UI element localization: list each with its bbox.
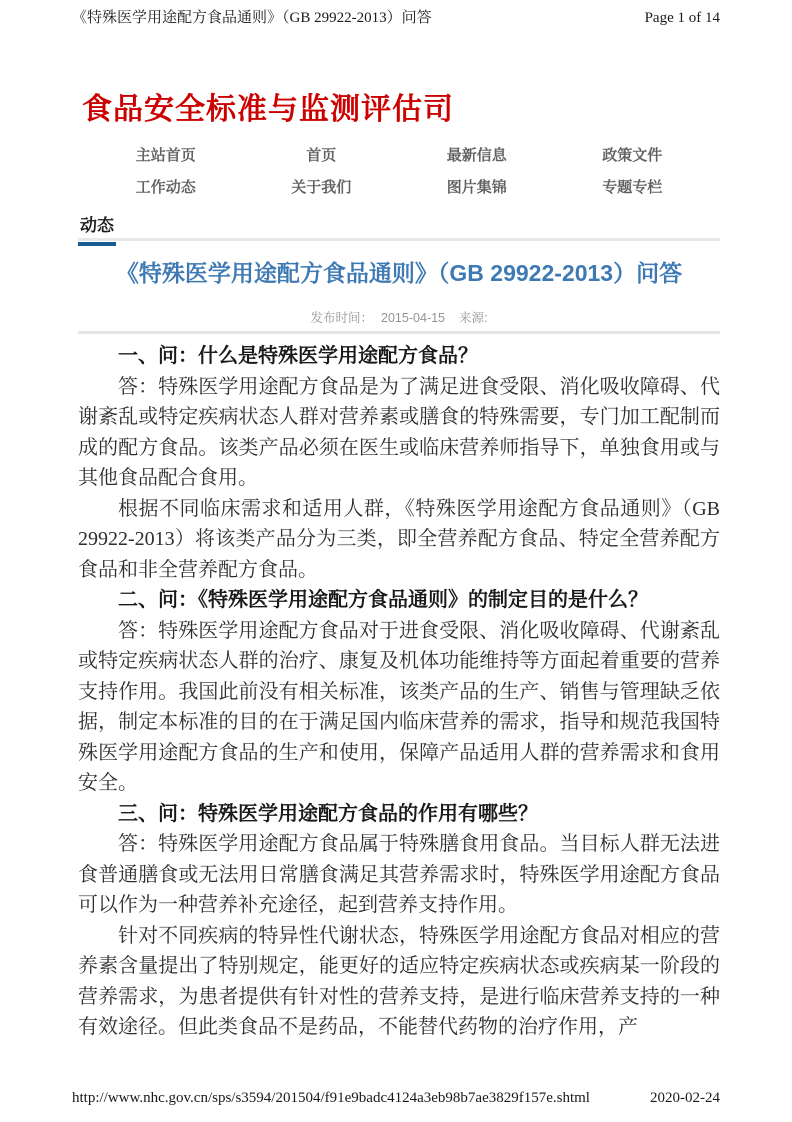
article-title: 《特殊医学用途配方食品通则》（GB 29922-2013）问答 <box>115 260 683 286</box>
nav-item-work-updates[interactable]: 工作动态 <box>135 179 196 196</box>
answer-3-continued: 针对不同疾病的特异性代谢状态，特殊医学用途配方食品对相应的营养素含量提出了特别规定，能更好的适应特定疾病状态或疾病某一阶段的营养需求，为患者提供有针对性的营养支持，是进行临床营养支持的一种有效途径。但此类食品不是药品，不能替代药物的治疗作用，产 <box>78 924 720 1038</box>
article-separator <box>78 331 720 334</box>
publish-time-label: 发布时间： <box>310 311 374 325</box>
print-footer <box>72 1090 720 1107</box>
nav-item-about-us[interactable]: 关于我们 <box>291 179 352 196</box>
print-footer-url: http://www.nhc.gov.cn/sps/s3594/201504/f91e9badc4124a3eb98b7ae3829f157e.shtml <box>72 1090 590 1106</box>
nav-item-home[interactable]: 首页 <box>306 147 337 164</box>
question-3: 三、问：特殊医学用途配方食品的作用有哪些？ <box>118 802 538 825</box>
answer-3: 答：特殊医学用途配方食品属于特殊膳食用食品。当目标人群无法进食普通膳食或无法用日常膳食满足其营养需求时，特殊医学用途配方食品可以作为一种营养补充途径，起到营养支持作用。 <box>78 833 720 916</box>
print-header <box>72 6 720 27</box>
answer-1-continued: 根据不同临床需求和适用人群，《特殊医学用途配方食品通则》（GB 29922-2013）将该类产品分为三类，即全营养配方食品、特定全营养配方食品和非全营养配方食品。 <box>78 497 720 581</box>
article-meta <box>78 308 720 326</box>
print-header-page-number: Page 1 of 14 <box>644 10 720 26</box>
publish-date: 2015-04-15 <box>381 311 445 325</box>
print-header-title: 《特殊医学用途配方食品通则》（GB 29922-2013）问答 <box>72 10 432 26</box>
section-bar <box>78 211 720 241</box>
nav-item-latest-news[interactable]: 最新信息 <box>446 147 507 164</box>
nav-item-main-home[interactable]: 主站首页 <box>135 147 196 164</box>
section-label-dongtai[interactable]: 动态 <box>78 211 116 246</box>
answer-2: 答：特殊医学用途配方食品对于进食受限、消化吸收障碍、代谢紊乱或特定疾病状态人群的治疗、康复及机体功能维持等方面起着重要的营养支持作用。我国此前没有相关标准，该类产品的生产、销售与管理缺乏依据，制定本标准的目的在于满足国内临床营养的需求，指导和规范我国特殊医学用途配方食品的生产和使用，保障产品适用人群的营养需求和食用安全。 <box>78 619 720 794</box>
nav-item-policy-documents[interactable]: 政策文件 <box>602 147 663 164</box>
print-footer-date: 2020-02-24 <box>650 1090 720 1106</box>
site-title: 食品安全标准与监测评估司 <box>82 93 454 126</box>
article-body <box>78 341 720 1043</box>
question-1: 一、问：什么是特殊医学用途配方食品？ <box>118 345 478 367</box>
source-label: 来源: <box>458 311 488 325</box>
nav-menu <box>88 146 710 197</box>
nav-item-special-topics[interactable]: 专题专栏 <box>602 179 663 196</box>
question-2: 二、问：《特殊医学用途配方食品通则》的制定目的是什么？ <box>118 589 648 611</box>
answer-1: 答：特殊医学用途配方食品是为了满足进食受限、消化吸收障碍、代谢紊乱或特定疾病状态人群对营养素或膳食的特殊需要，专门加工配制而成的配方食品。该类产品必须在医生或临床营养师指导下，单独食用或与其他食品配合食用。 <box>78 375 720 489</box>
nav-item-photo-gallery[interactable]: 图片集锦 <box>446 179 507 196</box>
